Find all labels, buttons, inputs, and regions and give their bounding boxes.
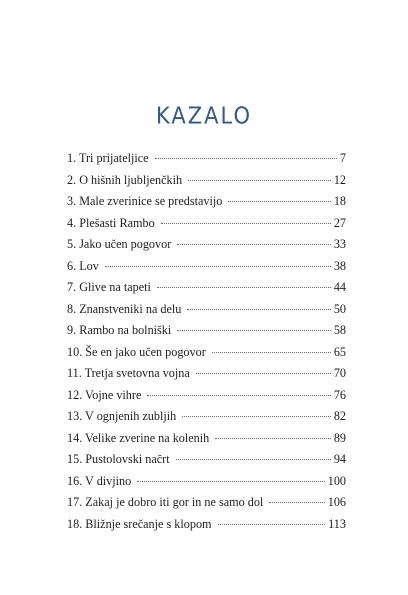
toc-entry-page: 89 [333,430,346,445]
toc-dot-leader [188,180,331,181]
toc-entry-page: 12 [333,172,346,187]
toc-entry-label: 6. Lov [67,258,99,273]
toc-entry [67,431,346,453]
toc-entry-page: 106 [327,495,346,509]
toc-entry [67,517,346,539]
toc-dot-leader [269,502,324,503]
toc-entry [67,280,346,302]
toc-entry [67,237,346,259]
toc-entry-page: 7 [339,151,346,165]
toc-entry-page: 18 [333,194,346,208]
page-title: KAZALO [156,102,252,129]
toc-dot-leader [182,416,331,417]
toc-dot-leader [176,459,331,460]
toc-entry-label: 10. Še en jako učen pogovor [67,344,206,359]
toc-dot-leader [215,438,331,439]
toc-entry-label: 4. Plešasti Rambo [67,215,155,230]
toc-entry-page: 27 [333,215,346,230]
toc-dot-leader [161,223,331,224]
toc-entry-label: 14. Velike zverine na kolenih [67,430,210,445]
toc-entry-page: 82 [333,409,346,423]
toc-entry [67,194,346,216]
toc-entry-page: 100 [327,473,346,488]
toc-entry [67,474,346,496]
toc-entry-label: 13. V ognjenih zubljih [67,409,177,423]
toc-dot-leader [177,330,331,331]
toc-dot-leader [212,352,331,353]
toc-entry-label: 16. V divjino [67,473,132,488]
toc-entry-label: 9. Rambo na bolniški [67,323,172,337]
toc-dot-leader [196,373,331,374]
toc-dot-leader [155,158,337,159]
toc-entry-label: 1. Tri prijateljice [67,151,149,165]
toc-entry-label: 7. Glive na tapeti [67,280,151,294]
toc-entry [67,495,346,517]
toc-entry-label: 12. Vojne vihre [67,387,142,402]
toc-entry [67,366,346,388]
toc-entry [67,302,346,324]
toc-entry [67,409,346,431]
toc-entry [67,151,346,173]
toc-entry [67,452,346,474]
toc-entry-page: 50 [333,301,346,316]
toc-entry-page: 38 [333,258,346,273]
toc-entry [67,173,346,195]
toc-entry-label: 5. Jako učen pogovor [67,237,172,251]
toc-dot-leader [218,524,326,525]
toc-dot-leader [147,395,330,396]
toc-dot-leader [137,481,324,482]
table-of-contents [67,151,346,538]
toc-entry-page: 76 [333,387,346,402]
toc-entry-page: 33 [333,237,346,251]
toc-dot-leader [105,266,331,267]
toc-entry-page: 94 [333,452,346,466]
toc-entry-page: 70 [333,366,346,380]
toc-entry-label: 11. Tretja svetovna vojna [67,366,190,380]
toc-entry-label: 18. Bližnje srečanje s klopom [67,516,212,531]
toc-entry-label: 17. Zakaj je dobro iti gor in ne samo dol [67,495,264,509]
toc-dot-leader [177,244,331,245]
toc-entry [67,259,346,281]
toc-dot-leader [157,287,331,288]
toc-entry-label: 8. Znanstveniki na delu [67,301,182,316]
toc-entry-label: 2. O hišnih ljubljenčkih [67,172,183,187]
toc-entry-page: 44 [333,280,346,294]
toc-entry-page: 113 [328,516,346,531]
toc-dot-leader [187,309,330,310]
toc-dot-leader [228,201,330,202]
toc-entry-page: 65 [333,344,346,359]
toc-entry-label: 15. Pustolovski načrt [67,452,170,466]
toc-entry-page: 58 [333,323,346,337]
toc-entry [67,345,346,367]
toc-entry-label: 3. Male zverinice se predstavijo [67,194,223,208]
toc-entry [67,216,346,238]
toc-entry [67,323,346,345]
toc-entry [67,388,346,410]
